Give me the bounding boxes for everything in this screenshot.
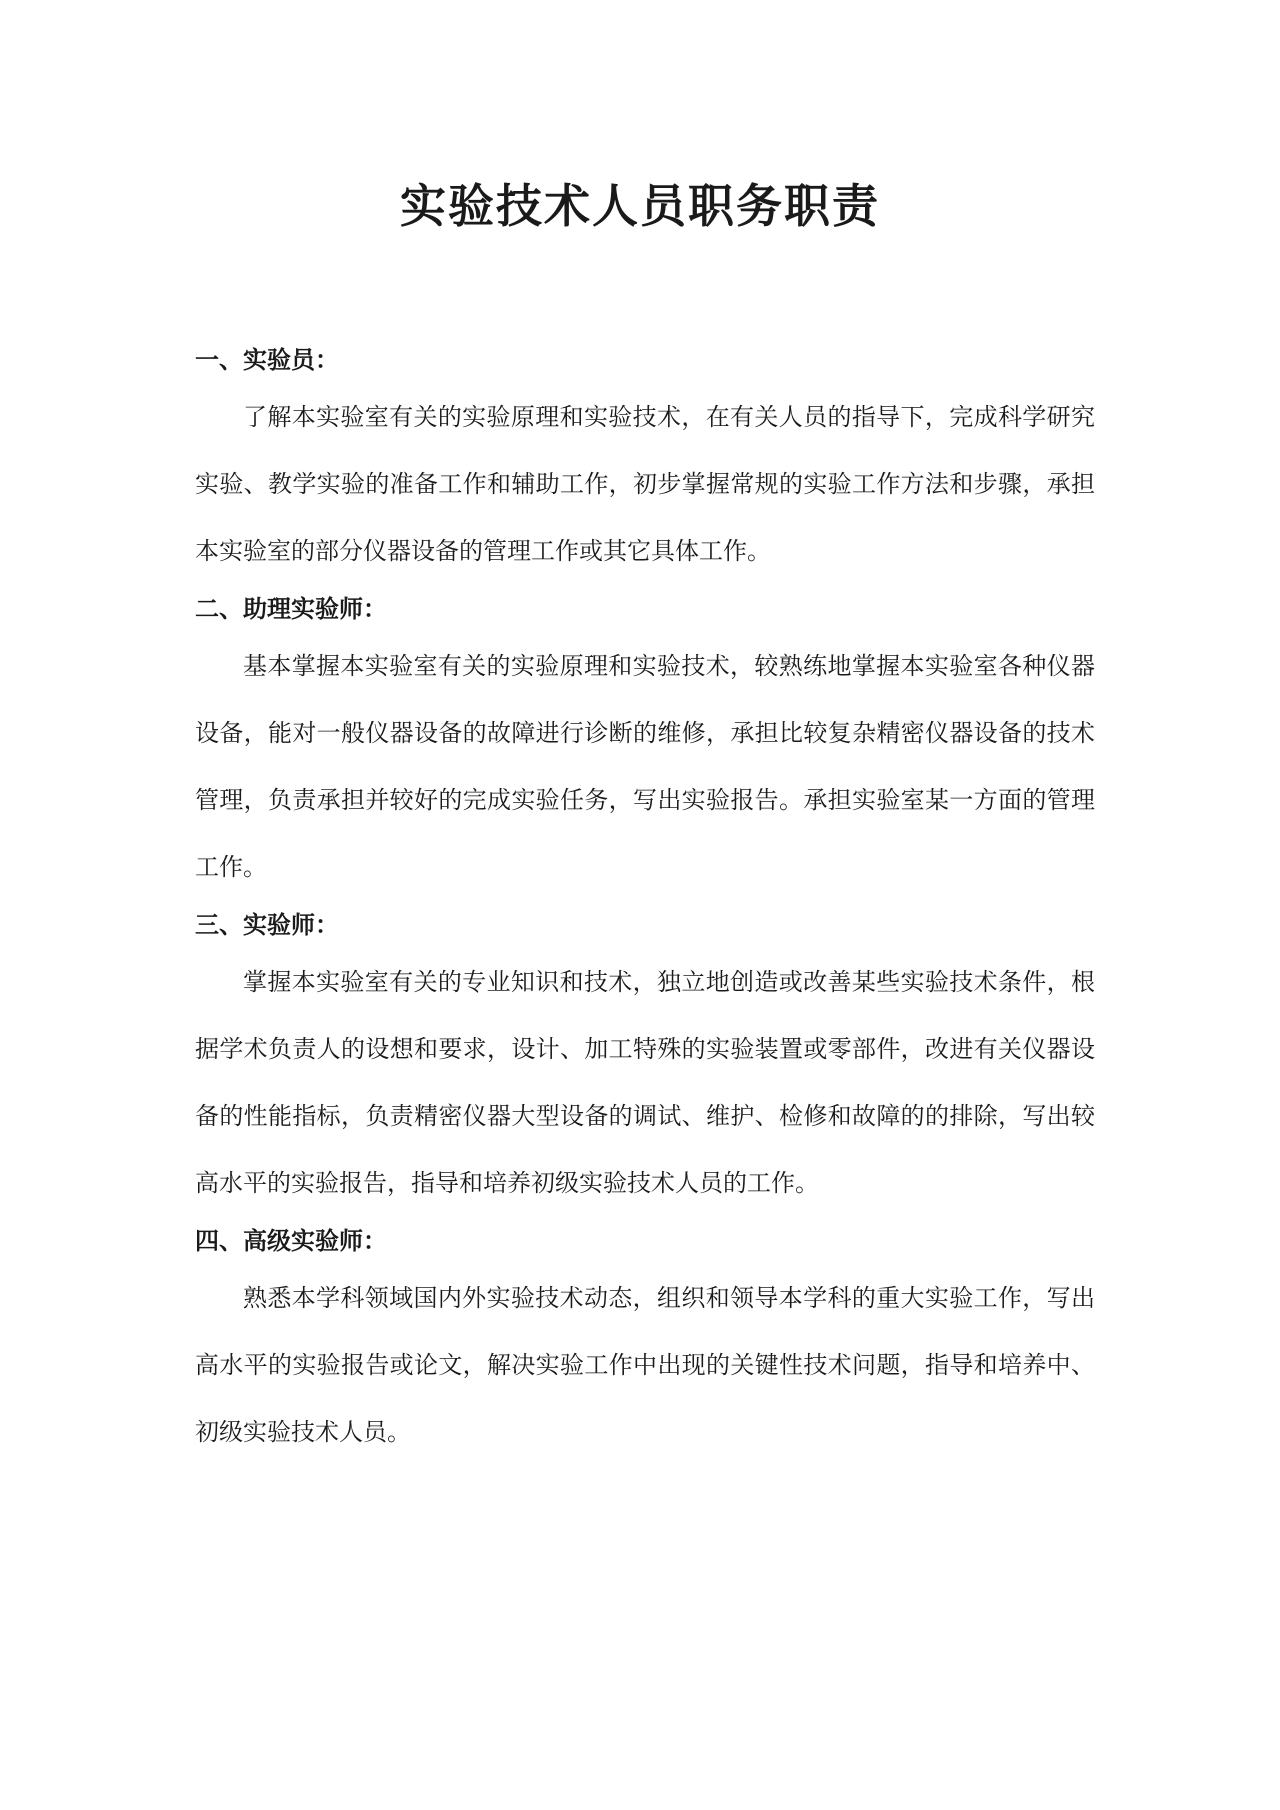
document-content bbox=[195, 336, 1095, 1466]
section-heading: 一、实验员： bbox=[195, 345, 339, 374]
section-body: 基本掌握本实验室有关的实验原理和实验技术，较熟练地掌握本实验室各种仪器设备，能对一般仪器设备的故障进行诊断的维修，承担比较复杂精密仪器设备的技术管理，负责承担并较好的完成实验任务，写出实验报告。承担实验室某一方面的管理工作。 bbox=[195, 652, 1095, 881]
section-body: 了解本实验室有关的实验原理和实验技术，在有关人员的指导下，完成科学研究实验、教学实验的准备工作和辅助工作，初步掌握常规的实验工作方法和步骤，承担本实验室的部分仪器设备的管理工作或其它具体工作。 bbox=[195, 403, 1095, 565]
section-body: 熟悉本学科领域国内外实验技术动态，组织和领导本学科的重大实验工作，写出高水平的实验报告或论文，解决实验工作中出现的关键性技术问题，指导和培养中、初级实验技术人员。 bbox=[195, 1284, 1095, 1446]
section-lab-assistant bbox=[195, 336, 1095, 585]
document-title: 实验技术人员职务职责 bbox=[400, 179, 880, 233]
section-body: 掌握本实验室有关的专业知识和技术，独立地创造或改善某些实验技术条件，根据学术负责人的设想和要求，设计、加工特殊的实验装置或零部件，改进有关仪器设备的性能指标，负责精密仪器大型设备的调试、维护、检修和故障的的排除，写出较高水平的实验报告，指导和培养初级实验技术人员的工作。 bbox=[195, 968, 1095, 1197]
section-heading: 四、高级实验师： bbox=[195, 1226, 387, 1255]
section-assistant-lab-engineer bbox=[195, 585, 1095, 901]
section-lab-engineer bbox=[195, 901, 1095, 1217]
section-senior-lab-engineer bbox=[195, 1217, 1095, 1466]
section-heading: 三、实验师： bbox=[195, 910, 339, 939]
section-heading: 二、助理实验师： bbox=[195, 594, 387, 623]
